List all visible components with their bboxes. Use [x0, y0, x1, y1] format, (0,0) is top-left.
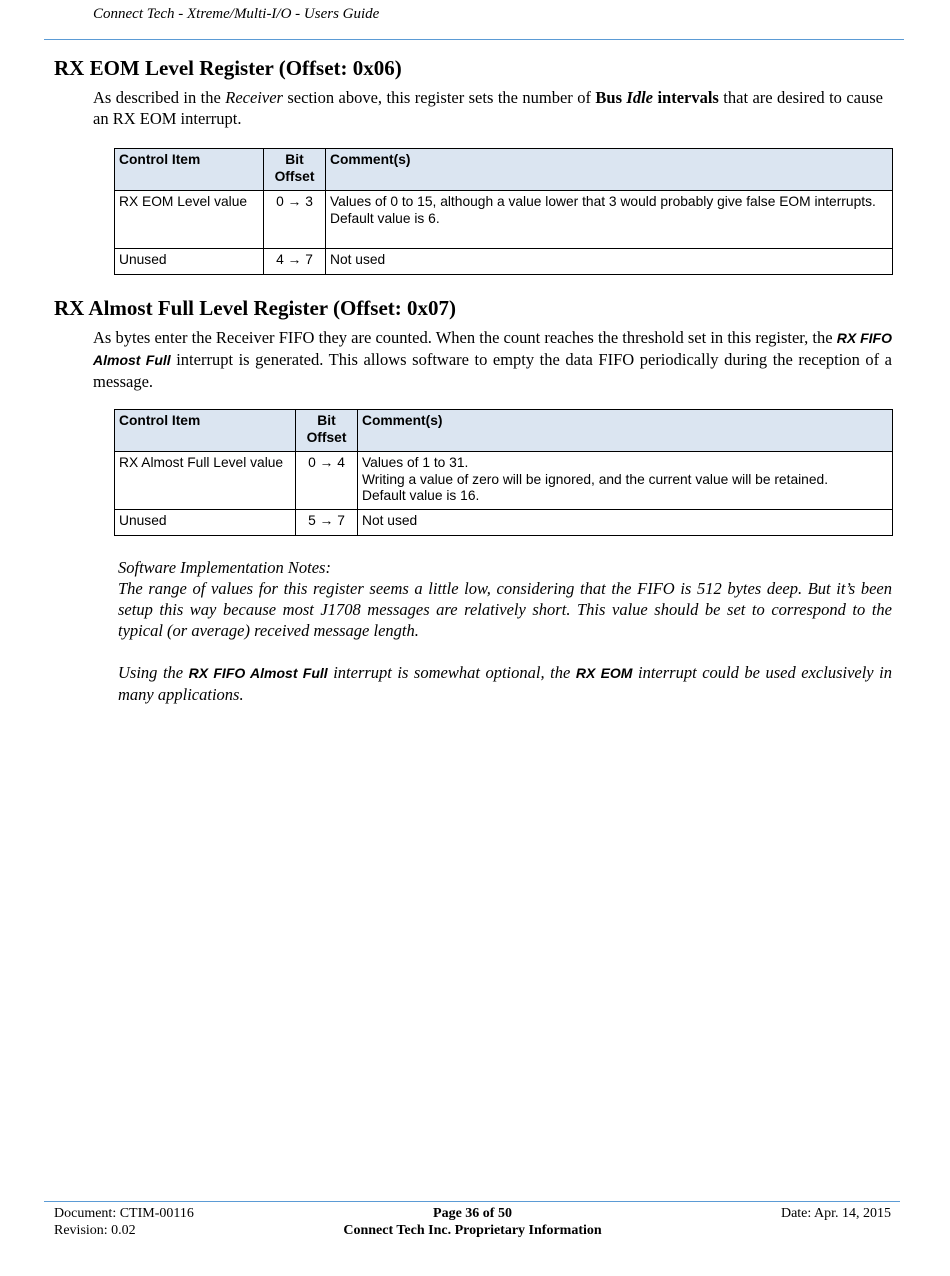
table-header-control-item: Control Item	[115, 410, 296, 452]
table-header-control-item: Control Item	[115, 149, 264, 191]
footer-rule	[44, 1201, 900, 1202]
implementation-notes	[118, 557, 892, 705]
running-header: Connect Tech - Xtreme/Multi-I/O - Users Guide	[93, 6, 380, 22]
table-cell-offset: 4 → 7	[264, 249, 326, 275]
notes-paragraph: Using the RX FIFO Almost Full interrupt is somewhat optional, the RX EOM interrupt could be used exclusively in many applications.	[118, 663, 892, 704]
table-row	[115, 510, 893, 536]
table-cell-offset: 0 → 4	[296, 452, 358, 510]
table-cell-item: Unused	[115, 510, 296, 536]
notes-heading: Software Implementation Notes:	[118, 558, 331, 577]
table-cell-comment: Not used	[358, 510, 893, 536]
table-cell-comment: Values of 1 to 31. Writing a value of zero will be ignored, and the current value will be retained. Default value is 16.	[358, 452, 893, 510]
table-cell-item: RX EOM Level value	[115, 191, 264, 249]
table-header-bit-offset: Bit Offset	[296, 410, 358, 452]
footer-document: Document: CTIM-00116 Revision: 0.02	[54, 1206, 194, 1238]
table-row	[115, 191, 893, 249]
table-cell-offset: 0 → 3	[264, 191, 326, 249]
table-header-bit-offset: Bit Offset	[264, 149, 326, 191]
section-intro-rx-eom: As described in the Receiver section above, this register sets the number of Bus Idle intervals that are desired to cause an RX EOM interrupt.	[93, 88, 883, 128]
footer-date: Date: Apr. 14, 2015	[780, 1206, 891, 1221]
section-title-rx-eom: RX EOM Level Register (Offset: 0x06)	[54, 56, 402, 80]
footer-page: Page 36 of 50 Connect Tech Inc. Proprietary Information	[343, 1206, 602, 1238]
section-title-rx-almost-full: RX Almost Full Level Register (Offset: 0x07)	[54, 296, 457, 320]
table-cell-item: RX Almost Full Level value	[115, 452, 296, 510]
section-intro-rx-almost-full: As bytes enter the Receiver FIFO they are counted. When the count reaches the threshold set in this register, the RX FIFO Almost Full interrupt is generated. This allows software to empty the data FIFO periodically during the reception of a message.	[93, 328, 892, 391]
register-table-rx-almost-full	[114, 409, 893, 536]
table-header-comments: Comment(s)	[358, 410, 893, 452]
table-cell-comment: Not used	[326, 249, 893, 275]
table-cell-offset: 5 → 7	[296, 510, 358, 536]
table-row	[115, 249, 893, 275]
notes-paragraph: The range of values for this register seems a little low, considering that the FIFO is 512 bytes deep. But it’s been setup this way because most J1708 messages are relatively short. This value should be set to correspond to the typical (or average) received message length.	[118, 579, 892, 640]
table-cell-item: Unused	[115, 249, 264, 275]
header-rule	[44, 39, 904, 40]
table-row	[115, 452, 893, 510]
register-table-rx-eom	[114, 148, 893, 275]
table-header-comments: Comment(s)	[326, 149, 893, 191]
table-cell-comment: Values of 0 to 15, although a value lower that 3 would probably give false EOM interrupts. Default value is 6.	[326, 191, 893, 249]
